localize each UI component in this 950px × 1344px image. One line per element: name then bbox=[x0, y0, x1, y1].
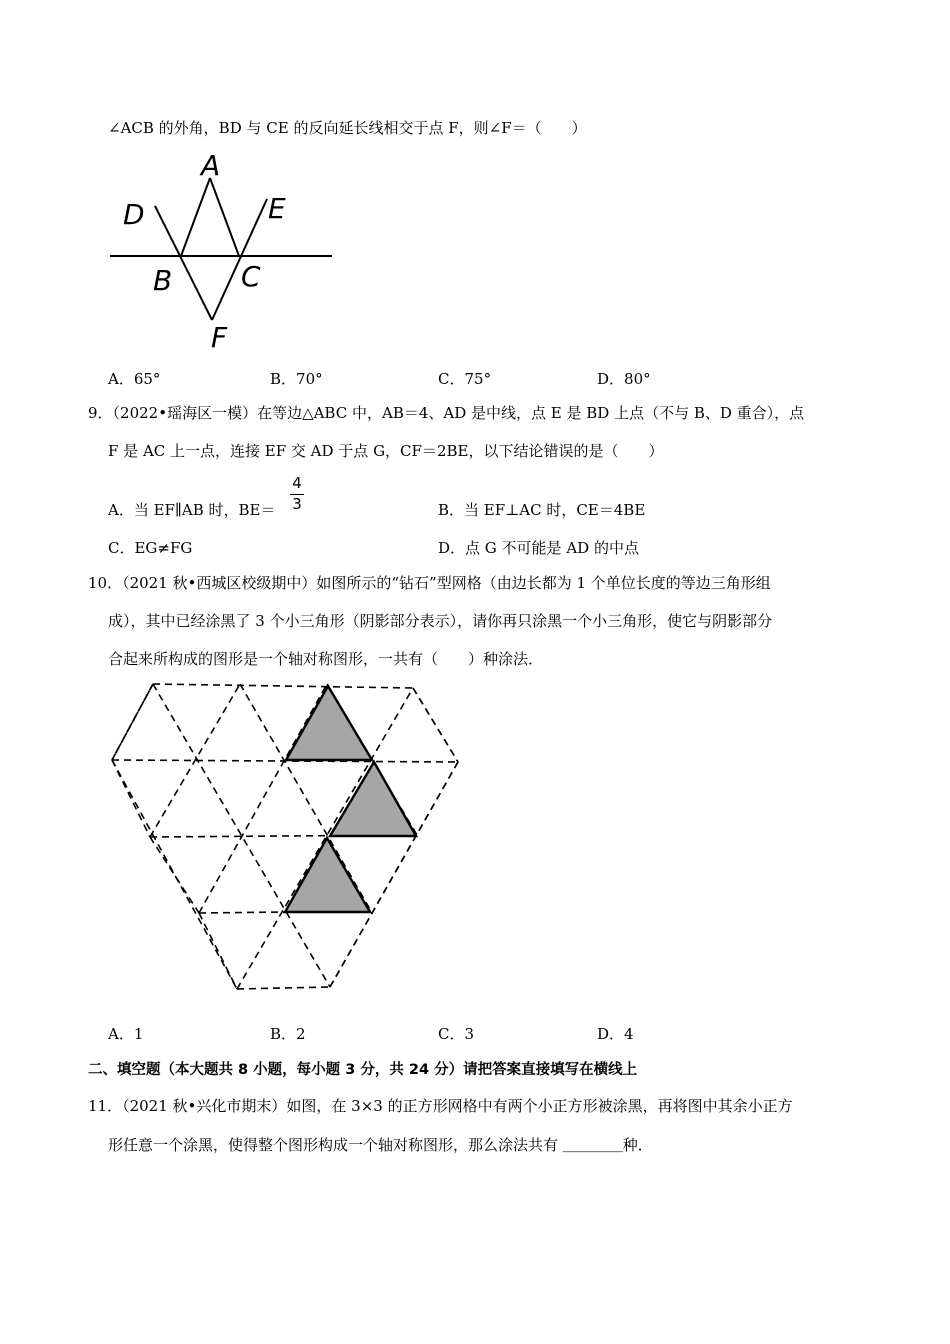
q10-line3: 合起来所构成的图形是一个轴对称图形，一共有（ ）种涂法． bbox=[108, 650, 544, 668]
label-F: F bbox=[211, 321, 228, 354]
shaded-triangle-3 bbox=[285, 838, 370, 912]
q8-stem-tail: ∠ACB 的外角，BD 与 CE 的反向延长线相交于点 F，则∠F＝（ ） bbox=[108, 119, 587, 137]
q9-option-a: A．当 EF∥AB 时，BE＝ bbox=[108, 501, 276, 519]
label-D: D bbox=[123, 198, 145, 231]
q9-option-c: C．EG≠FG bbox=[108, 539, 193, 557]
q9-line1: 9．（2022•瑶海区一模）在等边△ABC 中，AB＝4、AD 是中线，点 E 是 BD 上点（不与 B、D 重合），点 bbox=[88, 404, 805, 422]
label-B: B bbox=[153, 264, 173, 297]
q8-option-a: A．65° bbox=[108, 370, 161, 388]
section-heading: 二、填空题（本大题共 8 小题，每小题 3 分，共 24 分）请把答案直接填写在横线上 bbox=[88, 1062, 638, 1078]
q8-option-b: B．70° bbox=[270, 370, 323, 388]
q11-line1: 11．（2021 秋•兴化市期末）如图，在 3×3 的正方形网格中有两个小正方形被涂黑，再将图中其余小正方 bbox=[88, 1097, 793, 1115]
q10-line2: 成），其中已经涂黑了 3 个小三角形（阴影部分表示），请你再只涂黑一个小三角形，使它与阴影部分 bbox=[108, 612, 773, 630]
q10-option-a: A．1 bbox=[108, 1025, 144, 1043]
q8-option-c: C．75° bbox=[438, 370, 492, 388]
q10-option-b: B．2 bbox=[270, 1025, 306, 1043]
q9-option-b: B．当 EF⊥AC 时，CE＝4BE bbox=[438, 501, 646, 519]
q10-option-d: D．4 bbox=[597, 1025, 634, 1043]
shaded-triangle-2 bbox=[330, 762, 416, 836]
q9-option-d: D．点 G 不可能是 AD 的中点 bbox=[438, 539, 639, 557]
label-C: C bbox=[241, 260, 261, 293]
q9-line2: F 是 AC 上一点，连接 EF 交 AD 于点 G，CF＝2BE，以下结论错误的是（ ） bbox=[108, 442, 664, 460]
q10-line1: 10．（2021 秋•西城区校级期中）如图所示的“钻石”型网格（由边长都为 1 个单位长度的等边三角形组 bbox=[88, 574, 771, 592]
label-E: E bbox=[268, 192, 286, 225]
q9-fraction-numerator: 4 bbox=[292, 474, 302, 492]
shaded-triangle-1 bbox=[286, 686, 372, 760]
label-A: A bbox=[201, 149, 221, 182]
q11-line2: 形任意一个涂黑，使得整个图形构成一个轴对称图形，那么涂法共有 ＿＿＿＿种． bbox=[108, 1136, 653, 1154]
q10-option-c: C．3 bbox=[438, 1025, 475, 1043]
q9-fraction-denominator: 3 bbox=[292, 495, 302, 513]
q8-option-d: D．80° bbox=[597, 370, 651, 388]
